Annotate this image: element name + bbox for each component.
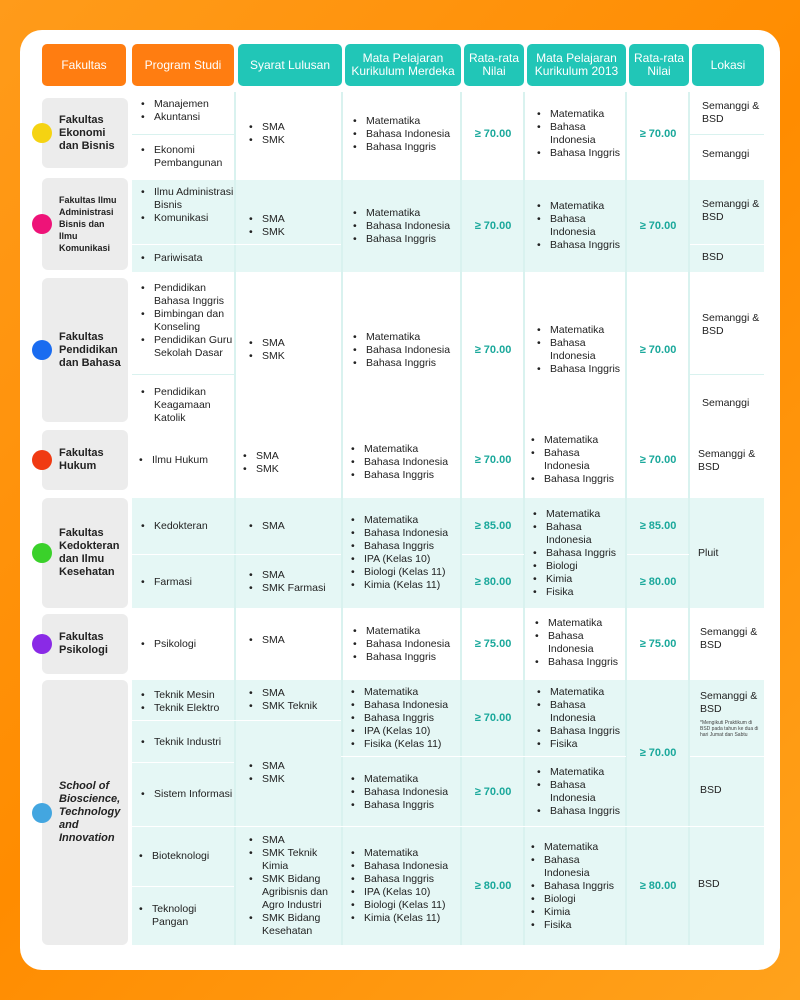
list-item: • SMK (248, 134, 340, 147)
list-item: • Kimia (Kelas 11) (350, 912, 460, 925)
row-divider (132, 554, 341, 555)
list-item: • SMK (248, 226, 340, 239)
list-item: • Sistem Informasi (140, 788, 234, 801)
row-divider (690, 756, 764, 757)
lokasi-school-a-note: *Mengikuti Praktikum di BSD pada tahun ke dua di hari Jumat dan Sabtu (700, 720, 759, 738)
list-item: • Pendidikan Bahasa Inggris (140, 282, 234, 308)
list-item: • SMK Bidang Agribisnis dan Agro Industri (248, 873, 340, 912)
list-item: • Bahasa Indonesia (530, 854, 626, 880)
bullet-list (530, 434, 626, 486)
faculty-pendidikan (42, 278, 128, 422)
prodi-school-b (140, 724, 234, 760)
list-item: • Bahasa Inggris (536, 805, 626, 818)
faculty-color-dot (32, 340, 52, 360)
list-item: • Bahasa Indonesia (534, 630, 626, 656)
list-item: • SMK Teknik (248, 700, 340, 713)
nilai-2013-ekonomi: ≥ 70.00 (639, 128, 677, 140)
list-item: • Bahasa Indonesia (536, 779, 626, 805)
bullet-list (140, 689, 234, 715)
bullet-list (138, 850, 234, 863)
bullet-list (248, 760, 340, 786)
bullet-list (536, 686, 626, 751)
list-item: • Teknik Industri (140, 736, 234, 749)
list-item: • SMA (248, 121, 340, 134)
merdeka-kedokteran (350, 498, 460, 608)
lokasi-kedokteran: Pluit (698, 547, 719, 559)
list-item: • Matematika (352, 331, 460, 344)
header-mapel-2013: Mata Pelajaran Kurikulum 2013 (527, 44, 626, 86)
header-syarat-lulusan: Syarat Lulusan (238, 44, 342, 86)
nilai-2013-school-c: ≥ 80.00 (639, 880, 677, 892)
nilai-2013-pendidikan: ≥ 70.00 (639, 344, 677, 356)
list-item: • Matematika (536, 200, 626, 213)
bullet-list (248, 687, 340, 713)
list-item: • Fisika (Kelas 11) (350, 738, 460, 751)
list-item: • SMA (248, 760, 340, 773)
bullet-list (350, 847, 460, 925)
col-divider (341, 92, 343, 945)
bullet-list (140, 520, 234, 533)
list-item: • Bahasa Inggris (350, 469, 460, 482)
syarat-ilmu-admin (248, 180, 340, 272)
lokasi-school-a-block (700, 690, 762, 738)
lokasi-hukum: Semanggi & BSD (698, 448, 756, 473)
list-item: • Biologi (Kelas 11) (350, 566, 460, 579)
list-item: • SMA (248, 569, 340, 582)
row-divider (132, 374, 234, 375)
faculty-name: School of Bioscience, Technology and Innovation (59, 780, 121, 844)
bullet-list (536, 108, 626, 160)
syarat-pendidikan (248, 278, 340, 422)
list-item: • Biologi (532, 560, 626, 573)
merdeka-hukum (350, 432, 460, 492)
syarat-school-c (248, 828, 340, 944)
k2013-pendidikan (536, 278, 626, 422)
bullet-list (140, 186, 234, 225)
k2013-kedokteran (532, 498, 626, 608)
lokasi-psikologi: Semanggi & BSD (700, 626, 758, 651)
bullet-list (248, 834, 340, 938)
nilai-merdeka-kedokteran-b: ≥ 80.00 (474, 576, 512, 588)
nilai-2013-psikologi: ≥ 75.00 (639, 638, 677, 650)
prodi-kedokteran-a (140, 498, 234, 554)
bullet-list (536, 324, 626, 376)
header-program-studi: Program Studi (132, 44, 234, 86)
list-item: • Matematika (530, 841, 626, 854)
list-item: • Matematika (350, 686, 460, 699)
nilai-merdeka-hukum: ≥ 70.00 (474, 454, 512, 466)
row-divider (132, 134, 234, 135)
list-item: • Bahasa Inggris (536, 363, 626, 376)
faculty-psikologi (42, 614, 128, 674)
list-item: • Biologi (Kelas 11) (350, 899, 460, 912)
list-item: • Bahasa Indonesia (352, 638, 460, 651)
list-item: • Bahasa Indonesia (536, 213, 626, 239)
nilai-2013-hukum: ≥ 70.00 (639, 454, 677, 466)
list-item: • Bahasa Inggris (350, 540, 460, 553)
list-item: • Matematika (534, 617, 626, 630)
list-item: • Bahasa Inggris (536, 725, 626, 738)
syarat-ekonomi (248, 94, 340, 174)
list-item: • Bahasa Inggris (536, 147, 626, 160)
list-item: • Matematika (536, 686, 626, 699)
list-item: • Bahasa Inggris (532, 547, 626, 560)
bullet-list (350, 443, 460, 482)
nilai-2013-ilmu-admin: ≥ 70.00 (639, 220, 677, 232)
faculty-name: Fakultas Kedokteran dan Ilmu Kesehatan (59, 527, 120, 578)
header-rata-merdeka: Rata-rata Nilai (464, 44, 524, 86)
bullet-list (140, 252, 234, 265)
nilai-merdeka-psikologi: ≥ 75.00 (474, 638, 512, 650)
list-item: • Matematika (352, 207, 460, 220)
bullet-list (532, 508, 626, 599)
merdeka-school-c (350, 828, 460, 944)
nilai-merdeka-kedokteran-a: ≥ 85.00 (474, 520, 512, 532)
col-divider (234, 92, 236, 945)
bullet-list (352, 207, 460, 246)
row-divider (341, 756, 527, 757)
nilai-2013-kedokteran-b: ≥ 80.00 (639, 576, 677, 588)
row-divider (462, 554, 524, 555)
list-item: • Bimbingan dan Konseling (140, 308, 234, 334)
list-item: • Bahasa Inggris (352, 651, 460, 664)
faculty-name: Fakultas Ekonomi dan Bisnis (59, 113, 115, 152)
list-item: • Matematika (536, 108, 626, 121)
faculty-school-bioscience (42, 680, 128, 945)
k2013-ilmu-admin (536, 180, 626, 272)
list-item: • Bahasa Indonesia (352, 128, 460, 141)
list-item: • Matematika (350, 443, 460, 456)
list-item: • SMA (248, 834, 340, 847)
list-item: • Bahasa Indonesia (350, 699, 460, 712)
list-item: • Matematika (532, 508, 626, 521)
lokasi-ekonomi-b: Semanggi (702, 148, 750, 160)
syarat-hukum (242, 430, 338, 496)
nilai-merdeka-ekonomi: ≥ 70.00 (474, 128, 512, 140)
row-divider (132, 826, 764, 827)
list-item: • Bahasa Inggris (530, 473, 626, 486)
list-item: • Matematika (530, 434, 626, 447)
list-item: • Bahasa Indonesia (350, 456, 460, 469)
merdeka-pendidikan (352, 278, 460, 422)
k2013-hukum (530, 428, 626, 492)
list-item: • Ilmu Administrasi Bisnis (140, 186, 234, 212)
faculty-ilmu-admin (42, 178, 128, 270)
list-item: • SMA (248, 520, 340, 533)
header-lokasi: Lokasi (692, 44, 764, 86)
list-item: • Manajemen (140, 98, 234, 111)
lokasi-pendidikan-a: Semanggi & BSD (702, 312, 760, 337)
list-item: • Teknik Elektro (140, 702, 234, 715)
bullet-list (140, 638, 234, 651)
merdeka-ilmu-admin (352, 180, 460, 272)
list-item: • Bahasa Indonesia (532, 521, 626, 547)
lokasi-school-c: BSD (698, 878, 720, 890)
list-item: • Bahasa Indonesia (536, 699, 626, 725)
bullet-list (350, 773, 460, 812)
syarat-kedokteran-b (248, 556, 340, 608)
bullet-list (138, 454, 234, 467)
syarat-psikologi (248, 610, 340, 670)
k2013-school-a (536, 680, 626, 756)
row-divider (527, 756, 626, 757)
faculty-color-dot (32, 634, 52, 654)
prodi-school-e (138, 888, 234, 944)
list-item: • Farmasi (140, 576, 234, 589)
bullet-list (242, 450, 338, 476)
list-item: • Matematika (536, 324, 626, 337)
merdeka-ekonomi (352, 92, 460, 176)
list-item: • IPA (Kelas 10) (350, 886, 460, 899)
list-item: • SMK Farmasi (248, 582, 340, 595)
list-item: • Fisika (532, 586, 626, 599)
list-item: • SMK (248, 350, 340, 363)
bullet-list (140, 144, 234, 170)
list-item: • Ilmu Hukum (138, 454, 234, 467)
list-item: • SMK (248, 773, 340, 786)
list-item: • Teknik Mesin (140, 689, 234, 702)
list-item: • Bahasa Indonesia (352, 344, 460, 357)
prodi-ilmu-admin-a (140, 186, 234, 225)
list-item: • Teknologi Pangan (138, 903, 234, 929)
list-item: • SMK (242, 463, 338, 476)
list-item: • Kimia (Kelas 11) (350, 579, 460, 592)
faculty-hukum (42, 430, 128, 490)
bullet-list (530, 841, 626, 932)
list-item: • Bahasa Indonesia (536, 337, 626, 363)
lokasi-pendidikan-b: Semanggi (702, 397, 750, 409)
list-item: • Bahasa Indonesia (530, 447, 626, 473)
header-rata-2013: Rata-rata Nilai (629, 44, 689, 86)
prodi-ilmu-admin-b (140, 252, 234, 265)
bullet-list (140, 736, 234, 749)
list-item: • Bahasa Inggris (350, 799, 460, 812)
faculty-name: Fakultas Psikologi (59, 631, 108, 656)
row-divider (132, 886, 234, 887)
list-item: • Ekonomi Pembangunan (140, 144, 234, 170)
list-item: • Matematika (350, 847, 460, 860)
syarat-school-b (248, 722, 340, 824)
list-item: • Psikologi (140, 638, 234, 651)
list-item: • SMA (242, 450, 338, 463)
list-item: • Bahasa Inggris (350, 873, 460, 886)
bullet-list (248, 121, 340, 147)
list-item: • Komunikasi (140, 212, 234, 225)
faculty-color-dot (32, 123, 52, 143)
nilai-merdeka-ilmu-admin: ≥ 70.00 (474, 220, 512, 232)
list-item: • IPA (Kelas 10) (350, 553, 460, 566)
list-item: • Bahasa Inggris (352, 141, 460, 154)
bullet-list (140, 386, 234, 425)
bullet-list (534, 617, 626, 669)
nilai-merdeka-school-a: ≥ 70.00 (474, 712, 512, 724)
list-item: • Matematika (350, 514, 460, 527)
bullet-list (140, 282, 234, 360)
faculty-color-dot (32, 803, 52, 823)
nilai-merdeka-pendidikan: ≥ 70.00 (474, 344, 512, 356)
prodi-ekonomi-b (140, 144, 234, 170)
merdeka-school-a (350, 680, 460, 756)
header-fakultas: Fakultas (42, 44, 126, 86)
prodi-pendidikan-b (140, 386, 234, 425)
list-item: • Bahasa Inggris (536, 239, 626, 252)
list-item: • Matematika (352, 625, 460, 638)
lokasi-ekonomi-a: Semanggi & BSD (702, 100, 760, 125)
bullet-list (536, 766, 626, 818)
bullet-list (140, 788, 234, 801)
list-item: • Pariwisata (140, 252, 234, 265)
row-divider (690, 134, 764, 135)
list-item: • Matematika (350, 773, 460, 786)
syarat-school-a (248, 687, 340, 713)
bullet-list (248, 520, 340, 533)
faculty-name: Fakultas Hukum (59, 447, 104, 472)
list-item: • Biologi (530, 893, 626, 906)
list-item: • Fisika (530, 919, 626, 932)
list-item: • Pendidikan Keagamaan Katolik (140, 386, 234, 425)
list-item: • Matematika (352, 115, 460, 128)
list-item: • Bahasa Indonesia (536, 121, 626, 147)
nilai-merdeka-school-c: ≥ 80.00 (474, 880, 512, 892)
bullet-list (352, 115, 460, 154)
faculty-color-dot (32, 450, 52, 470)
list-item: • SMK Bidang Kesehatan (248, 912, 340, 938)
bullet-list (352, 331, 460, 370)
list-item: • Bahasa Inggris (352, 357, 460, 370)
faculty-name: Fakultas Ilmu Administrasi Bisnis dan Ilmu Komunikasi (59, 195, 117, 253)
prodi-ekonomi-a (140, 98, 234, 124)
admission-table (42, 44, 764, 946)
faculty-name: Fakultas Pendidikan dan Bahasa (59, 330, 121, 369)
row-divider (627, 554, 689, 555)
bullet-list (248, 569, 340, 595)
list-item: • Matematika (536, 766, 626, 779)
list-item: • Kimia (530, 906, 626, 919)
row-divider (690, 374, 764, 375)
prodi-pendidikan-a (140, 282, 234, 360)
faculty-kedokteran (42, 498, 128, 608)
list-item: • SMA (248, 337, 340, 350)
row-divider (132, 762, 234, 763)
bullet-list (536, 200, 626, 252)
row-divider (690, 244, 764, 245)
lokasi-ilmu-admin-a: Semanggi & BSD (702, 198, 760, 223)
prodi-hukum (138, 430, 234, 490)
faculty-color-dot (32, 214, 52, 234)
list-item: • SMA (248, 634, 340, 647)
info-card (20, 30, 780, 970)
bullet-list (350, 514, 460, 592)
list-item: • Bahasa Indonesia (350, 860, 460, 873)
nilai-2013-school-ab: ≥ 70.00 (639, 747, 677, 759)
lokasi-ilmu-admin-b: BSD (702, 251, 724, 263)
prodi-psikologi (140, 614, 234, 674)
list-item: • Bahasa Indonesia (350, 786, 460, 799)
list-item: • SMA (248, 213, 340, 226)
bullet-list (352, 625, 460, 664)
nilai-merdeka-school-b: ≥ 70.00 (474, 786, 512, 798)
lokasi-school-b: BSD (700, 784, 722, 796)
list-item: • Bahasa Inggris (352, 233, 460, 246)
k2013-school-b (536, 758, 626, 826)
list-item: • Bioteknologi (138, 850, 234, 863)
merdeka-school-b (350, 758, 460, 826)
k2013-school-c (530, 828, 626, 944)
faculty-color-dot (32, 543, 52, 563)
list-item: • Kimia (532, 573, 626, 586)
list-item: • Bahasa Inggris (534, 656, 626, 669)
nilai-2013-kedokteran-a: ≥ 85.00 (639, 520, 677, 532)
list-item: • Bahasa Inggris (530, 880, 626, 893)
k2013-psikologi (534, 610, 626, 676)
list-item: • Bahasa Indonesia (352, 220, 460, 233)
prodi-school-c (140, 764, 234, 824)
list-item: • Pendidikan Guru Sekolah Dasar (140, 334, 234, 360)
prodi-kedokteran-b (140, 556, 234, 608)
bullet-list (248, 337, 340, 363)
list-item: • Akuntansi (140, 111, 234, 124)
bullet-list (140, 98, 234, 124)
header-mapel-merdeka: Mata Pelajaran Kurikulum Merdeka (345, 44, 461, 86)
list-item: • SMK Teknik Kimia (248, 847, 340, 873)
list-item: • Fisika (536, 738, 626, 751)
prodi-school-a (140, 689, 234, 715)
row-divider (132, 720, 341, 721)
list-item: • Bahasa Indonesia (350, 527, 460, 540)
k2013-ekonomi (536, 92, 626, 176)
bullet-list (248, 213, 340, 239)
list-item: • IPA (Kelas 10) (350, 725, 460, 738)
bullet-list (140, 576, 234, 589)
syarat-kedokteran-a (248, 498, 340, 554)
bullet-list (138, 903, 234, 929)
merdeka-psikologi (352, 614, 460, 674)
list-item: • Bahasa Inggris (350, 712, 460, 725)
prodi-school-d (138, 828, 234, 884)
lokasi-school-a: Semanggi & BSD (700, 690, 758, 715)
list-item: • SMA (248, 687, 340, 700)
bullet-list (350, 686, 460, 751)
list-item: • Kedokteran (140, 520, 234, 533)
faculty-ekonomi (42, 98, 128, 168)
bullet-list (248, 634, 340, 647)
